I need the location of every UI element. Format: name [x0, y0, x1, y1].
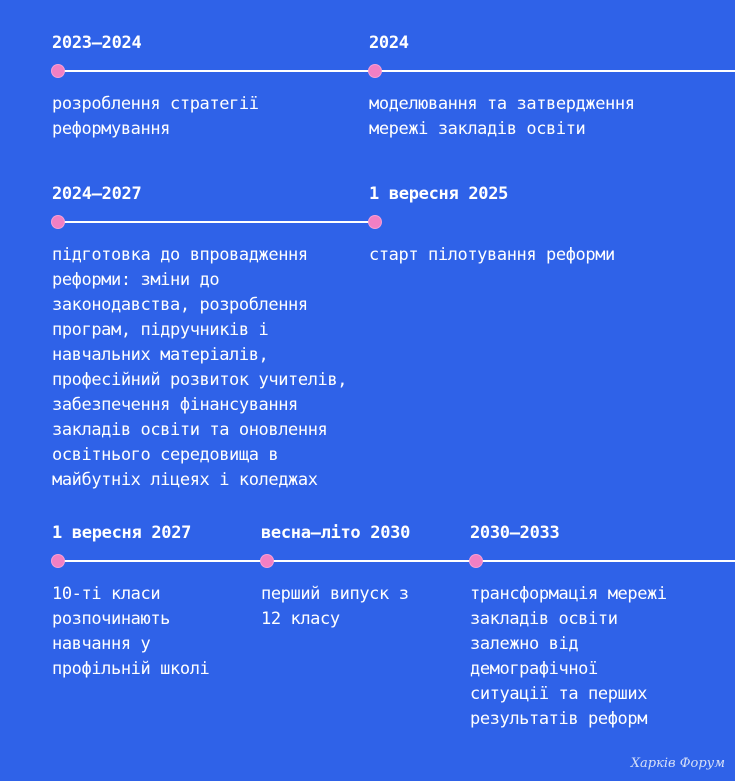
- timeline-line: [58, 70, 376, 72]
- timeline-description: перший випуск з 12 класу: [261, 584, 409, 629]
- timeline-description: підготовка до впровадження реформи: зміни до законодавства, розроблення програм, підручників і навчальних матеріалів, професійний розвиток учителів, забезпечення фінансування закладів освіти та оновлення освітнього середовища в майбутніх ліцеях і коледжах: [52, 245, 348, 490]
- timeline-description: трансформація мережі закладів освіти залежно від демографічної ситуації та перших результатів реформ: [470, 584, 667, 729]
- timeline-description: розроблення стратегії реформування: [52, 94, 259, 139]
- timeline-date: 2024–2027: [52, 184, 142, 204]
- timeline-description: моделювання та затвердження мережі закладів освіти: [369, 94, 635, 139]
- timeline-line: [58, 221, 376, 223]
- timeline-date: 1 вересня 2025: [369, 184, 509, 204]
- timeline-line: [375, 70, 735, 72]
- timeline-date: весна–літо 2030: [261, 523, 411, 543]
- timeline-date: 1 вересня 2027: [52, 523, 192, 543]
- timeline-date: 2023–2024: [52, 33, 142, 53]
- timeline-date: 2030–2033: [470, 523, 560, 543]
- timeline-dot: [369, 65, 381, 77]
- timeline-dot: [369, 216, 381, 228]
- timeline-date: 2024: [369, 33, 409, 53]
- timeline-dot: [470, 555, 482, 567]
- timeline-dot: [261, 555, 273, 567]
- watermark-logo: Харків Форум: [630, 756, 725, 771]
- timeline-line: [58, 560, 735, 562]
- timeline-dot: [52, 216, 64, 228]
- timeline-description: старт пілотування реформи: [369, 245, 615, 265]
- timeline-dot: [52, 65, 64, 77]
- timeline-dot: [52, 555, 64, 567]
- timeline-description: 10-ті класи розпочинають навчання у профільній школі: [52, 584, 210, 679]
